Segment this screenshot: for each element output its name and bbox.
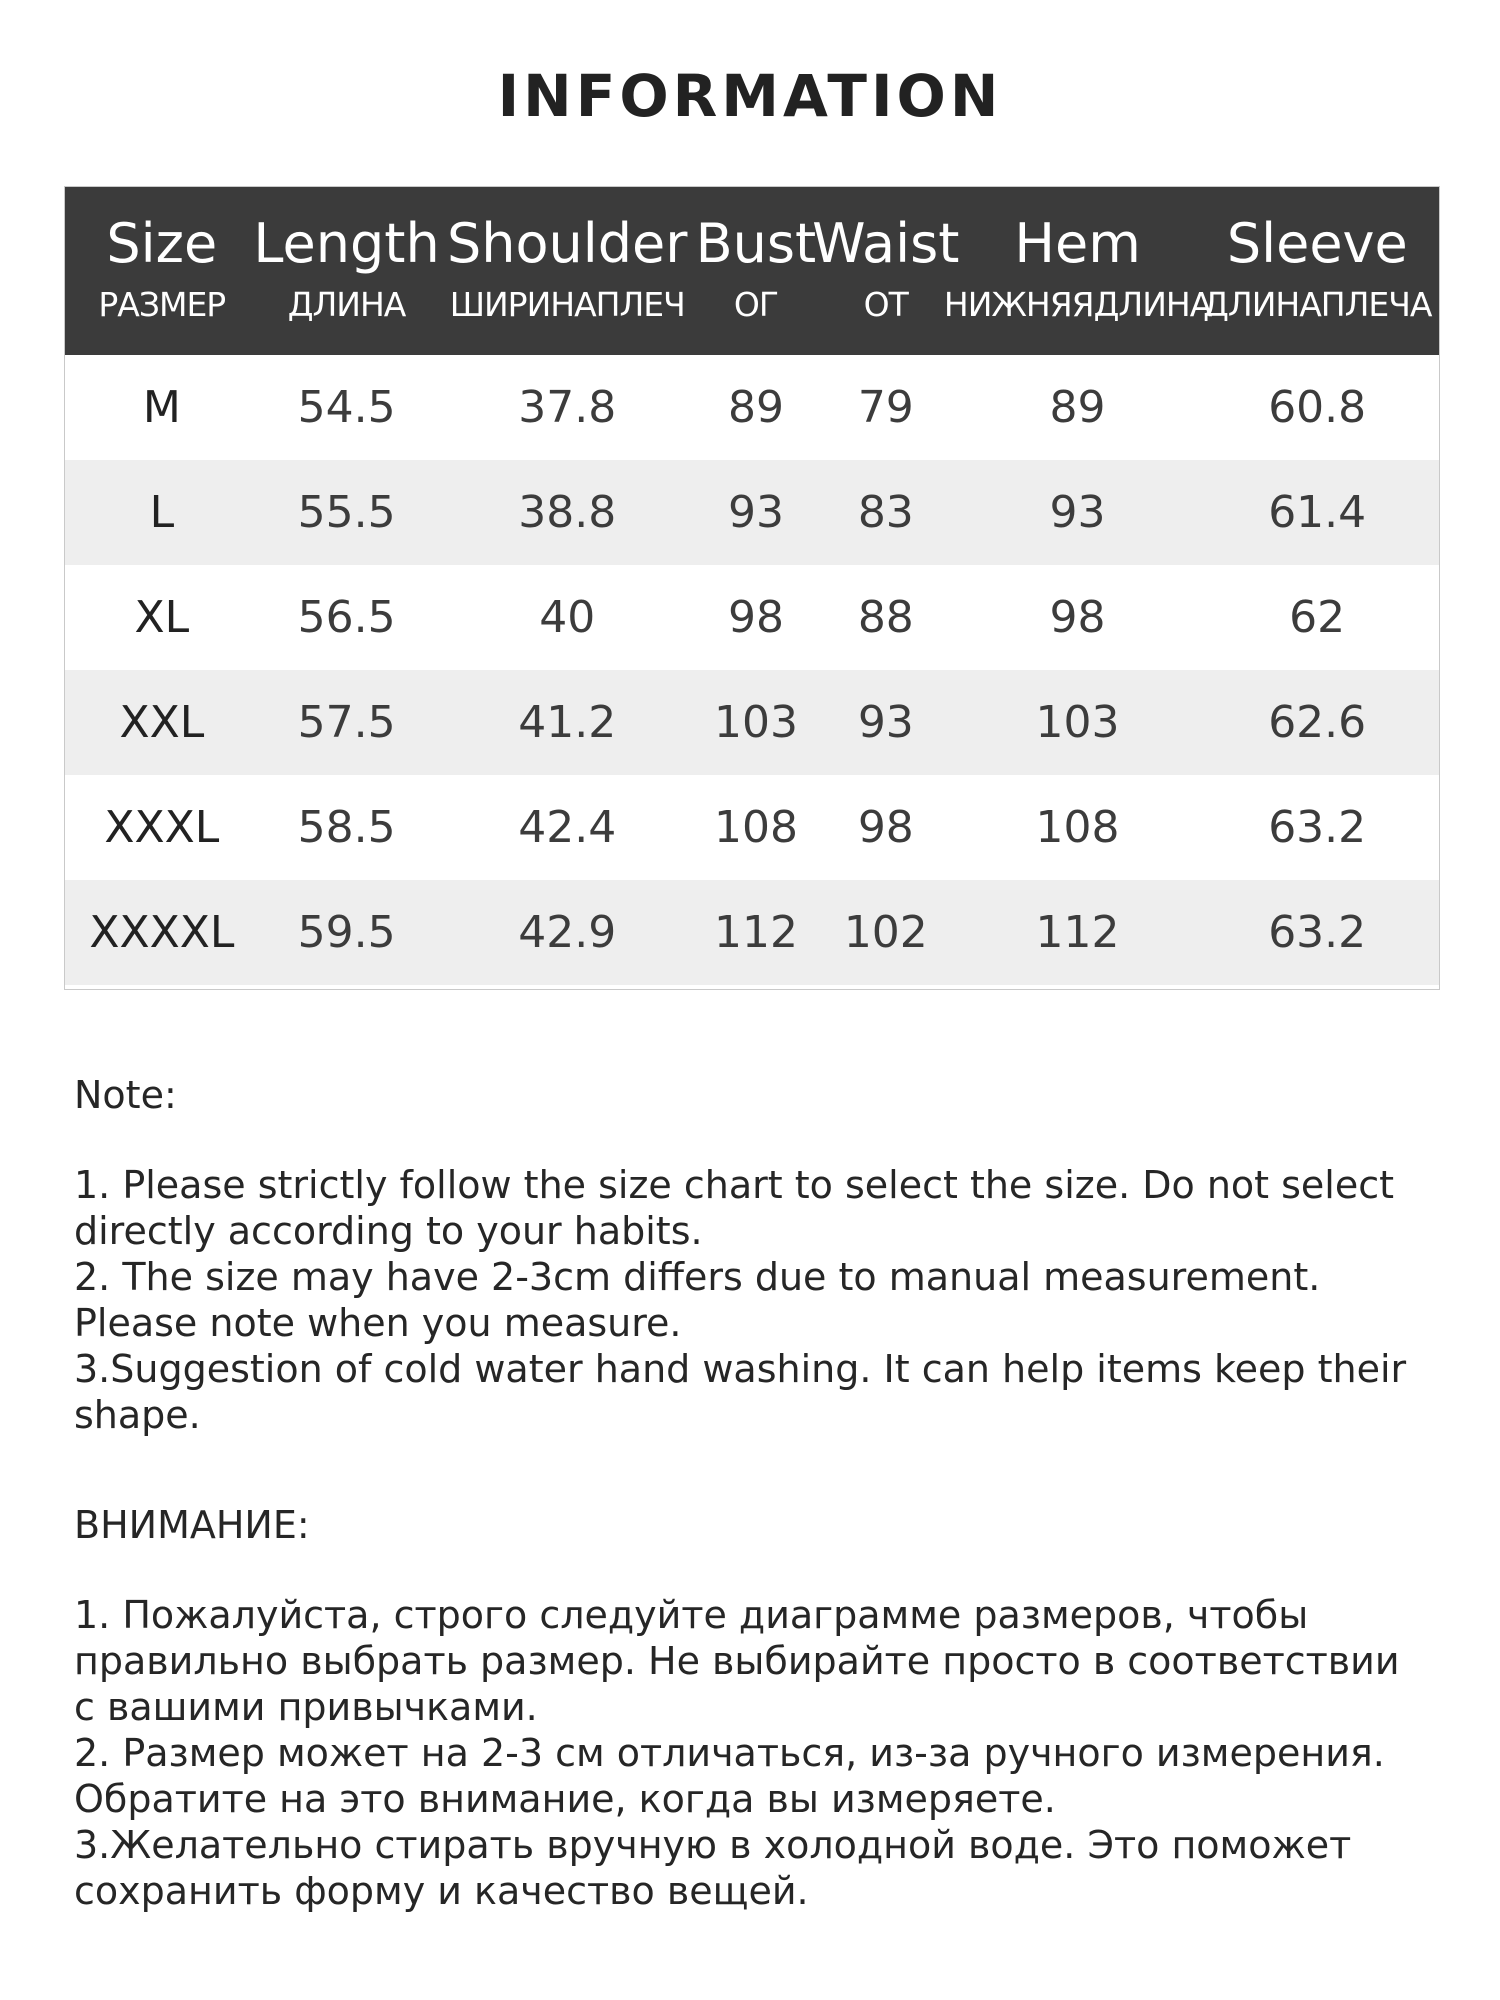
cell-length: 59.5 (297, 907, 396, 958)
cell-hem: 98 (1049, 592, 1106, 643)
cell-bust: 112 (714, 907, 798, 958)
header-label: Waist (812, 212, 960, 275)
page-title: INFORMATION (497, 62, 1003, 130)
note-line: 3.Suggestion of cold water hand washing. It can help items keep their shape. (74, 1347, 1407, 1437)
cell-waist: 93 (857, 697, 914, 748)
note-line: 2. Размер может на 2-3 см отличаться, из-за ручного измерения. Обратите на это внимание, когда вы измеряете. (74, 1731, 1385, 1821)
header-label: Size (106, 212, 218, 275)
cell-sleeve: 62.6 (1268, 697, 1367, 748)
cell-size: M (142, 382, 181, 433)
note-line: 1. Please strictly follow the size chart to select the size. Do not select directly according to your habits. (74, 1163, 1395, 1253)
cell-sleeve: 60.8 (1268, 382, 1367, 433)
cell-bust: 103 (714, 697, 798, 748)
cell-length: 55.5 (297, 487, 396, 538)
cell-bust: 89 (728, 382, 784, 433)
table-row (65, 355, 1439, 460)
cell-size: XXXXL (89, 907, 235, 958)
cell-size: XXXL (104, 802, 220, 853)
cell-waist: 79 (857, 382, 914, 433)
header-sublabel: НИЖНЯЯДЛИНА (943, 285, 1212, 324)
cell-length: 54.5 (297, 382, 396, 433)
cell-bust: 93 (728, 487, 784, 538)
header-label: Shoulder (447, 212, 688, 275)
cell-hem: 112 (1035, 907, 1120, 958)
header-sublabel: ОГ (733, 285, 778, 324)
cell-bust: 108 (714, 802, 798, 853)
cell-length: 58.5 (297, 802, 396, 853)
cell-shoulder: 38.8 (518, 487, 617, 538)
cell-waist: 102 (843, 907, 928, 958)
cell-shoulder: 42.9 (518, 907, 617, 958)
cell-waist: 98 (857, 802, 914, 853)
cell-sleeve: 63.2 (1268, 802, 1367, 853)
table-row (65, 460, 1439, 565)
header-hem (943, 187, 1212, 355)
note-english (74, 1072, 1414, 1438)
header-label: Hem (1014, 212, 1141, 275)
note-line: 2. The size may have 2-3cm differs due to manual measurement. Please note when you measure. (74, 1255, 1321, 1345)
cell-size: XL (134, 592, 190, 643)
cell-shoulder: 40 (539, 592, 596, 643)
table-row (65, 670, 1439, 775)
table-row (65, 565, 1439, 670)
cell-sleeve: 62 (1289, 592, 1346, 643)
cell-shoulder: 41.2 (518, 697, 617, 748)
cell-hem: 108 (1035, 802, 1120, 853)
header-waist (812, 187, 960, 355)
header-label: Sleeve (1226, 212, 1408, 275)
header-length (253, 187, 440, 355)
cell-length: 57.5 (297, 697, 396, 748)
header-label: Length (253, 212, 440, 275)
cell-size: L (149, 487, 175, 538)
cell-size: XXL (119, 697, 205, 748)
header-sublabel: ДЛИНАПЛЕЧА (1203, 285, 1432, 324)
spacer (74, 1118, 1414, 1162)
table-row (65, 880, 1439, 985)
header-shoulder (435, 187, 700, 355)
header-sublabel: ОТ (863, 285, 908, 324)
cell-hem: 93 (1049, 487, 1106, 538)
table-header (65, 187, 1439, 355)
table-row (65, 775, 1439, 880)
cell-waist: 88 (857, 592, 914, 643)
cell-hem: 89 (1049, 382, 1106, 433)
header-sublabel: РАЗМЕР (98, 285, 226, 324)
note-line: 1. Пожалуйста, строго следуйте диаграмме размеров, чтобы правильно выбрать размер. Не выбирайте просто в соответствии с вашими привычками. (74, 1593, 1400, 1729)
cell-hem: 103 (1035, 697, 1120, 748)
note-russian (74, 1502, 1414, 1914)
header-sublabel: ШИРИНАПЛЕЧ (449, 285, 685, 324)
spacer (74, 1548, 1414, 1592)
cell-waist: 83 (857, 487, 914, 538)
note-line: 3.Желательно стирать вручную в холодной воде. Это поможет сохранить форму и качество вещей. (74, 1823, 1352, 1913)
note-heading: ВНИМАНИЕ: (74, 1503, 310, 1547)
header-bust (695, 187, 817, 355)
size-chart-table (64, 186, 1440, 990)
header-label: Bust (695, 212, 817, 275)
cell-bust: 98 (728, 592, 784, 643)
header-size (65, 187, 259, 355)
cell-sleeve: 63.2 (1268, 907, 1367, 958)
note-heading: Note: (74, 1073, 177, 1117)
header-sublabel: ДЛИНА (287, 285, 406, 324)
header-sleeve (1196, 187, 1439, 355)
cell-shoulder: 42.4 (518, 802, 617, 853)
cell-sleeve: 61.4 (1268, 487, 1367, 538)
cell-length: 56.5 (297, 592, 396, 643)
cell-shoulder: 37.8 (518, 382, 617, 433)
